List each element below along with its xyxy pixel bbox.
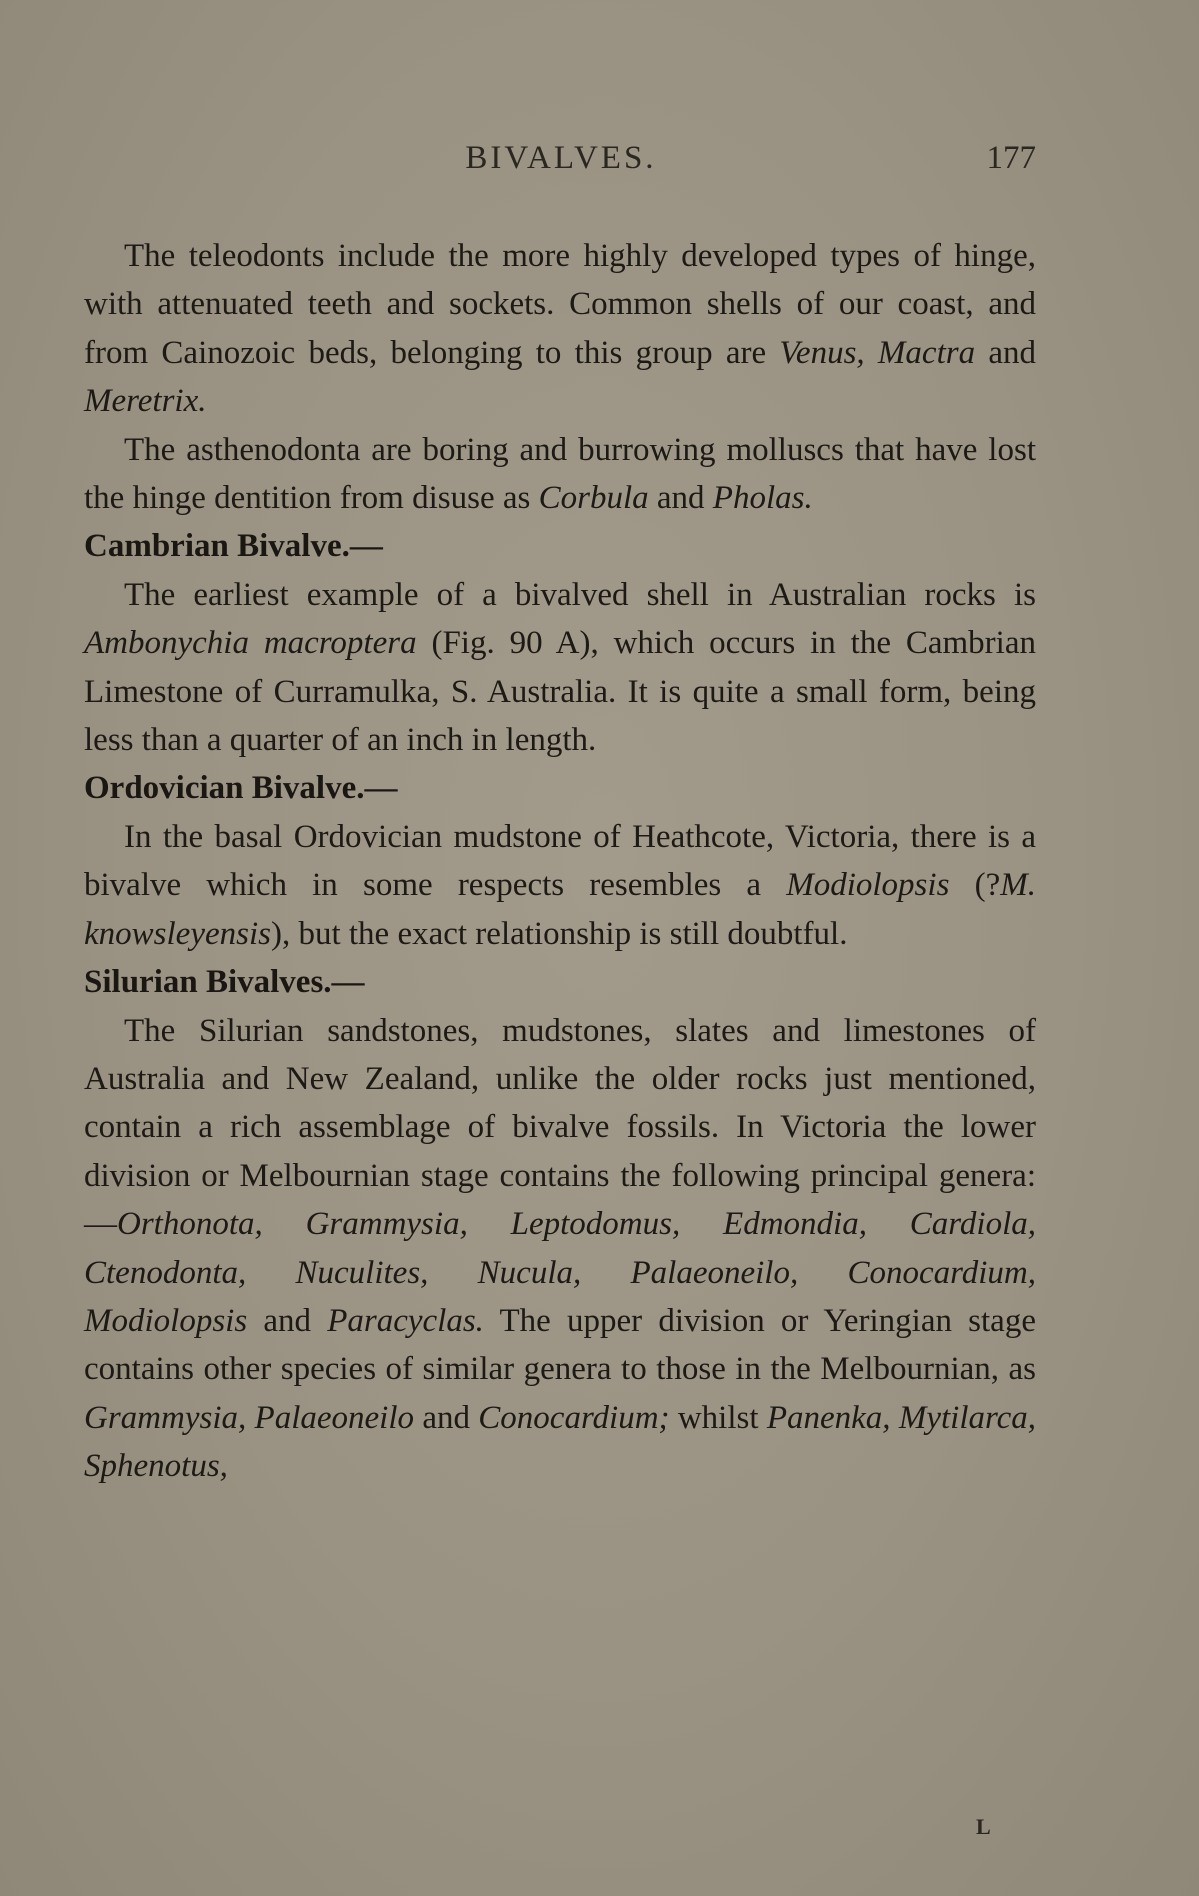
heading-silurian-bivalves: Silurian Bivalves.— xyxy=(84,964,365,1001)
text-run: The teleodonts include the more highly developed types of hinge, with attenuated teeth and sockets. Common shells of our coast, and from Cainozoic beds, belonging to this group are xyxy=(84,238,1036,371)
text-run: The Silurian sandstones, mudstones, slates and limestones of Australia and New Zealand, unlike the older rocks just mentioned, contain a rich assemblage of bivalve fossils. In Victoria the lower division or Melbournian stage contains the following principal genera:— xyxy=(84,1012,1036,1243)
text-run: and xyxy=(414,1399,479,1436)
genus-list: Grammysia, Palaeoneilo xyxy=(84,1399,415,1436)
running-head xyxy=(86,140,1036,184)
genus-names: Venus, Mactra xyxy=(779,334,976,371)
genus-list: Panenka, Mytilarca, Sphenotus, xyxy=(84,1399,1037,1485)
genus-name: Meretrix. xyxy=(84,383,207,420)
paragraph-ordovician xyxy=(84,813,1036,958)
species-name: Ambonychia macroptera xyxy=(84,625,417,662)
paragraph-silurian xyxy=(84,1007,1036,1491)
text-run: The upper division or Yeringian stage contains other species of similar genera to those in the Melbournian, as xyxy=(84,1302,1036,1388)
heading-ordovician-bivalve: Ordovician Bivalve.— xyxy=(84,770,398,807)
text-run: The asthenodonta are boring and burrowing molluscs that have lost the hinge dentition from disuse as xyxy=(84,431,1036,517)
genus-name: Paracyclas. xyxy=(327,1302,484,1339)
paragraph-asthenodonta xyxy=(84,426,1036,523)
text-run: (? xyxy=(949,867,1001,904)
signature-mark: L xyxy=(976,1814,991,1839)
paragraph-cambrian xyxy=(84,571,1036,765)
text-run: and xyxy=(975,334,1036,371)
text-run: whilst xyxy=(669,1399,767,1436)
genus-name: Pholas. xyxy=(712,480,813,517)
genus-name: Corbula xyxy=(538,480,649,517)
species-name: M. knowsleyensis xyxy=(84,867,1036,952)
text-run: (Fig. 90 A), which occurs in the Cambrian Limestone of Curramulka, S. Australia. It is quite a small form, being less than a quarter of an inch in length. xyxy=(84,625,1036,759)
paragraph-teleodonts xyxy=(84,232,1036,426)
genus-list: Orthonota, Grammysia, Leptodomus, Edmondia, Cardiola, Ctenodonta, Nuculites, Nucula, Palaeoneilo, Conocardium, Modiolopsis xyxy=(84,1206,1036,1339)
heading-cambrian-bivalve: Cambrian Bivalve.— xyxy=(84,528,383,565)
genus-name: Conocardium; xyxy=(478,1399,670,1436)
body-text xyxy=(84,232,1036,1491)
text-run: ), but the exact relationship is still doubtful. xyxy=(270,915,848,952)
page-number: 177 xyxy=(986,140,1036,176)
genus-name: Modiolopsis xyxy=(786,867,950,904)
text-run: The earliest example of a bivalved shell in Australian rocks is xyxy=(124,576,1036,613)
text-run: and xyxy=(648,480,713,517)
text-run: and xyxy=(247,1302,328,1339)
text-run: In the basal Ordovician mudstone of Heathcote, Victoria, there is a bivalve which in some respects resembles a xyxy=(84,818,1036,904)
running-title: BIVALVES. xyxy=(465,140,657,176)
